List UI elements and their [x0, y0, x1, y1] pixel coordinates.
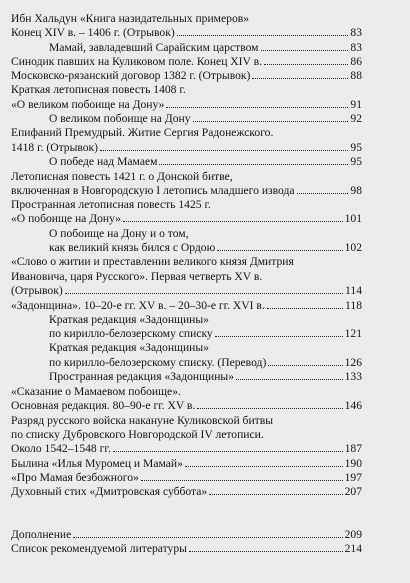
toc-entry-title: Мамай, завладевший Сарайским царством: [49, 41, 259, 54]
toc-page-number: 86: [350, 55, 362, 68]
toc-dot-leader: [141, 480, 343, 481]
toc-page-number: 197: [344, 471, 362, 484]
toc-entry-title: 1418 г. (Отрывок): [11, 141, 99, 154]
toc-entry-title: «Про Мамая безбожного»: [11, 471, 139, 484]
toc-page-number: 146: [344, 399, 362, 412]
toc-entry-title: Московско-рязанский договор 1382 г. (Отрывок): [11, 69, 251, 82]
toc-dot-leader: [261, 50, 348, 51]
toc-dot-leader: [166, 107, 348, 108]
toc-entry-title: О великом побоище на Дону: [49, 112, 191, 125]
toc-entry-title: Ивановича, царя Русского». Первая четверть XV в.: [11, 270, 263, 283]
toc-entry-title: Летописная повесть 1421 г. о Донской битве,: [11, 170, 233, 183]
toc-entry-title: Разряд русского войска накануне Куликовской битвы: [11, 414, 273, 427]
toc-entry-title: Ибн Хальдун «Книга назидательных примеров»: [11, 12, 250, 25]
toc-page-number: 114: [345, 284, 362, 297]
toc-page-number: 133: [344, 370, 362, 383]
toc-page-number: 118: [345, 299, 362, 312]
toc-dot-leader: [215, 336, 343, 337]
toc-entry-title: Краткая редакция «Задонщины»: [49, 341, 209, 354]
toc-entry-title: Около 1542–1548 гг.: [11, 442, 111, 455]
toc-entry-title: Духовный стих «Дмитровская суббота»: [11, 485, 208, 498]
toc-dot-leader: [268, 365, 343, 366]
toc-entry-title: Былина «Илья Муромец и Мамай»: [11, 457, 183, 470]
toc-page-number: 121: [344, 327, 362, 340]
toc-dot-leader: [217, 250, 343, 251]
toc-entry-title: как великий князь бился с Ордою: [49, 241, 216, 254]
toc-page-number: 95: [350, 155, 362, 168]
toc-dot-leader: [193, 121, 348, 122]
toc-entry-title: Епифаний Премудрый. Житие Сергия Радонежского.: [11, 126, 274, 139]
toc-entry-title: (Отрывок): [11, 284, 63, 297]
toc-dot-leader: [297, 193, 348, 194]
toc-entry-title: «О великом побоище на Дону»: [11, 98, 165, 111]
toc-entry-title: Дополнение: [11, 528, 72, 541]
toc-dot-leader: [264, 64, 348, 65]
toc-page-number: 92: [350, 112, 362, 125]
toc-entry-title: «О побоище на Дону»: [11, 212, 121, 225]
toc-dot-leader: [100, 150, 348, 151]
toc-page-number: 83: [350, 26, 362, 39]
toc-page-number: 126: [344, 356, 362, 369]
toc-dot-leader: [209, 494, 343, 495]
toc-entry-title: О победе над Мамаем: [49, 155, 158, 168]
toc-entry-title: «Слово о житии и преставлении великого князя Дмитрия: [11, 255, 294, 268]
toc-entry-title: по списку Дубровского Новгородской IV летописи.: [11, 428, 264, 441]
toc-dot-leader: [177, 35, 348, 36]
toc-page-number: 101: [344, 212, 362, 225]
toc-dot-leader: [252, 78, 348, 79]
toc-page-number: 214: [344, 542, 362, 555]
toc-entry-title: Конец XIV в. – 1406 г. (Отрывок): [11, 26, 175, 39]
toc-entry-title: по кирилло-белозерскому списку: [49, 327, 213, 340]
toc-page-number: 209: [344, 528, 362, 541]
toc-dot-leader: [185, 466, 343, 467]
toc-dot-leader: [65, 293, 343, 294]
toc-entry-title: Пространная редакция «Задонщины»: [49, 370, 235, 383]
toc-page-number: 207: [344, 485, 362, 498]
toc-entry-title: «Сказание о Мамаевом побоище».: [11, 385, 181, 398]
toc-dot-leader: [236, 379, 343, 380]
toc-page-number: 88: [350, 69, 362, 82]
toc-dot-leader: [159, 164, 348, 165]
toc-dot-leader: [73, 537, 343, 538]
toc-entry-title: Список рекомендуемой литературы: [11, 542, 187, 555]
toc-entry-title: включенная в Новгородскую I летопись младшего извода: [11, 184, 295, 197]
toc-entry-title: Синодик павших на Куликовом поле. Конец XIV в.: [11, 55, 262, 68]
toc-page-number: 95: [350, 141, 362, 154]
toc-entry-title: Краткая редакция «Задонщины»: [49, 313, 209, 326]
toc-dot-leader: [267, 308, 343, 309]
toc-dot-leader: [197, 408, 343, 409]
toc-entry-title: по кирилло-белозерскому списку. (Перевод): [49, 356, 267, 369]
toc-page-number: 83: [350, 41, 362, 54]
toc-page-number: 187: [344, 442, 362, 455]
toc-entry-title: «Задонщина». 10–20-е гг. XV в. – 20–30-е гг. XVI в.: [11, 299, 265, 312]
toc-entry-title: Краткая летописная повесть 1408 г.: [11, 83, 186, 96]
toc-entry-title: Основная редакция. 80–90-е гг. XV в.: [11, 399, 196, 412]
toc-dot-leader: [113, 451, 343, 452]
toc-page-number: 102: [344, 241, 362, 254]
toc-dot-leader: [189, 551, 343, 552]
toc-dot-leader: [123, 221, 343, 222]
toc-entry-title: О побоище на Дону и о том,: [49, 227, 189, 240]
toc-page-number: 91: [350, 98, 362, 111]
toc-page-number: 190: [344, 457, 362, 470]
toc-page-number: 98: [350, 184, 362, 197]
toc-entry-title: Пространная летописная повесть 1425 г.: [11, 198, 211, 211]
